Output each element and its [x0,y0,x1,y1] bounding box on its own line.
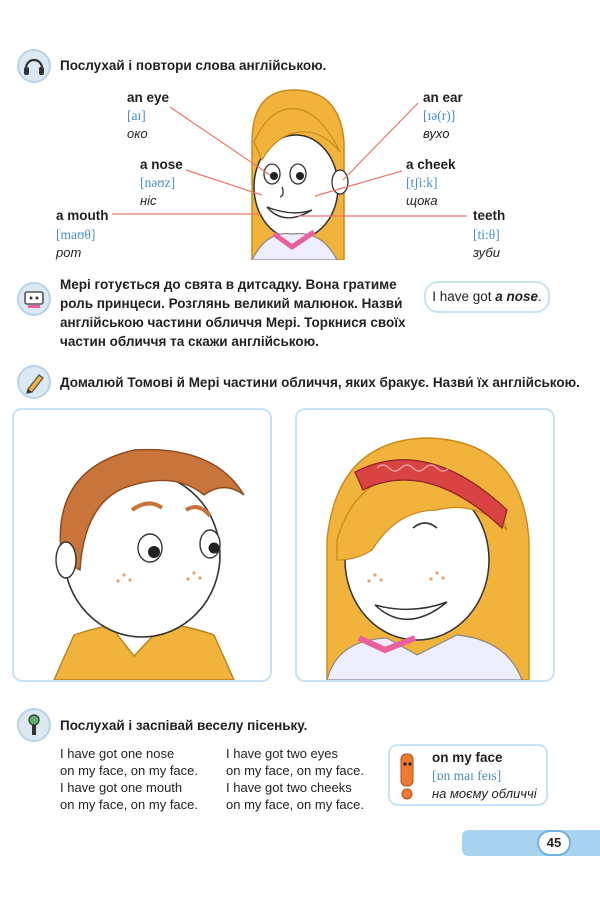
word-cheek-uk: щока [406,193,438,208]
word-nose-ipa: [nəʊz] [140,175,176,190]
vocab-en: on my face [432,750,503,765]
microphone-icon [17,708,51,742]
word-teeth-en: teeth [473,208,506,223]
task1-instruction: Послухай і повтори слова англійською. [60,58,327,73]
word-teeth-ipa: [ti:θ] [473,227,500,242]
word-mouth-en: a mouth [56,208,109,223]
tom-panel[interactable] [12,408,272,682]
word-eye-uk: око [127,126,148,141]
task3-instruction: Домалюй Томові й Мері частини обличчя, яких бракує. Назви́ їх англійською. [60,375,580,390]
tom-drawing [14,410,270,680]
word-eye-ipa: [aɪ] [127,108,146,123]
word-mouth-uk: рот [56,245,82,260]
vocab-uk: на моєму обличчі [432,786,537,801]
bubble-emph: a nose [495,289,539,304]
mary-panel[interactable] [295,408,555,682]
word-teeth-uk: зуби [473,245,500,260]
word-eye-en: an eye [127,90,170,105]
song-line: I have got one mouth [60,780,183,795]
pencil-icon [17,365,51,399]
word-ear-ipa: [ɪə(r)] [423,108,456,123]
speech-bubble [424,281,550,313]
task4-instruction: Послухай і заспівай веселу пісеньку. [60,718,308,733]
song-line: I have got two cheeks [226,780,352,795]
bubble-suffix: . [538,289,542,304]
word-cheek-ipa: [tʃi:k] [406,175,438,190]
mary-drawing [297,410,553,680]
task2-instruction [60,275,410,351]
page-number: 45 [537,830,571,856]
word-mouth-ipa: [maʊθ] [56,227,96,242]
task2-line1: Мері готується до свята в дитсадку. Вона гратиме [60,277,397,292]
song-column-2 [226,745,364,813]
word-nose-en: a nose [140,157,183,172]
song-column-1 [60,745,198,813]
task2-line3: англійською частини обличчя Мері. Торкнися своїх [60,315,406,330]
song-line: on my face, on my face. [226,797,365,812]
word-nose-uk: ніс [140,193,157,208]
vocab-box [388,744,548,806]
exclamation-mascot-icon [396,752,418,800]
word-ear-uk: вухо [423,126,450,141]
footer-ribbon [462,830,600,856]
song-line: on my face, on my face. [60,797,199,812]
computer-icon [17,282,51,316]
song-line: I have got one nose [60,746,175,761]
word-ear-en: an ear [423,90,463,105]
task2-line2: роль принцеси. Розглянь великий малюнок. Назви́ [60,296,403,311]
song-line: I have got two eyes [226,746,339,761]
song-line: on my face, on my face. [60,763,199,778]
bubble-prefix: I have got [432,289,496,304]
word-cheek-en: a cheek [406,157,456,172]
vocab-ipa: [ɒn maɪ feɪs] [432,768,502,783]
song-line: on my face, on my face. [226,763,365,778]
task2-line4: частин обличчя та скажи англійською. [60,334,319,349]
